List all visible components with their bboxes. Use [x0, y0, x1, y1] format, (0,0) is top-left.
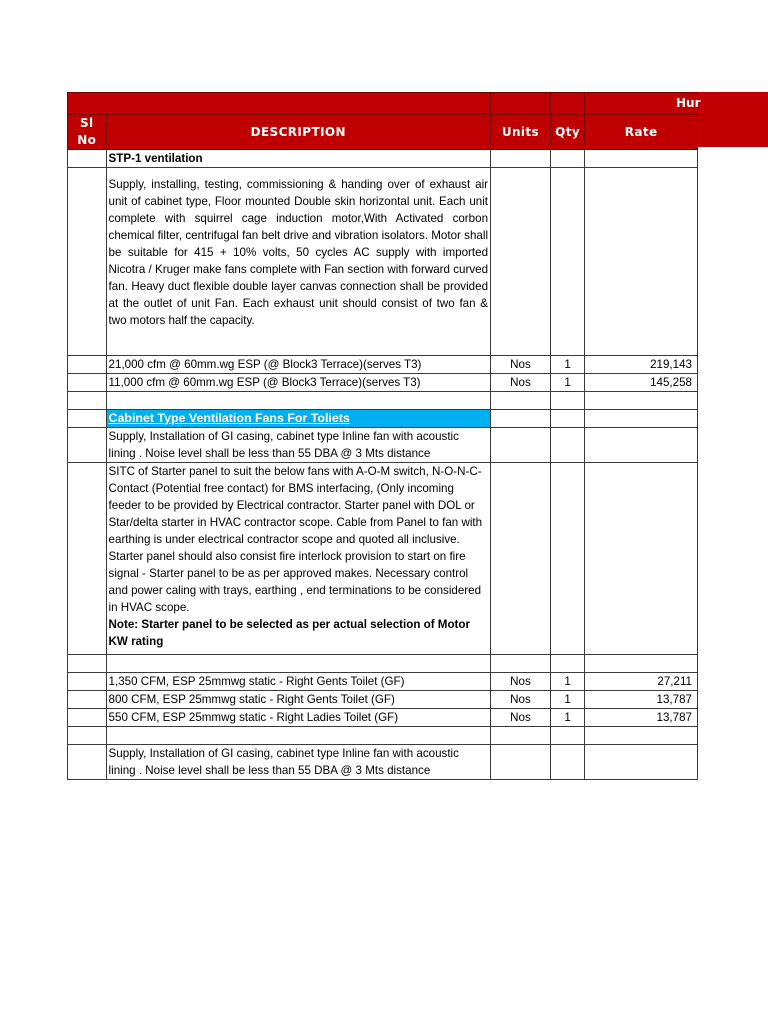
item-units[interactable]: Nos [491, 673, 551, 691]
table-row [68, 673, 698, 691]
final-fan-description[interactable]: Supply, Installation of GI casing, cabinet type Inline fan with acoustic lining . Noise level shall be less than 55 DBA @ 3 Mts distance [106, 745, 490, 780]
item-qty[interactable]: 1 [550, 356, 584, 374]
table-row [68, 709, 698, 727]
table-row [68, 392, 698, 410]
description-header[interactable]: DESCRIPTION [106, 115, 490, 150]
item-rate[interactable]: 27,211 [585, 673, 698, 691]
item-qty[interactable]: 1 [550, 673, 584, 691]
item-qty[interactable]: 1 [550, 709, 584, 727]
table-row [68, 655, 698, 673]
item-qty[interactable]: 1 [550, 691, 584, 709]
starter-panel-description[interactable] [106, 463, 490, 655]
table-row [68, 745, 698, 780]
table-row [68, 463, 698, 655]
table-row [68, 691, 698, 709]
item-units[interactable]: Nos [491, 356, 551, 374]
table-row [68, 410, 698, 428]
item-units[interactable]: Nos [491, 691, 551, 709]
cabinet-fan-description[interactable]: Supply, Installation of GI casing, cabinet type Inline fan with acoustic lining . Noise level shall be less than 55 DBA @ 3 Mts distance [106, 428, 490, 463]
table-row [68, 356, 698, 374]
units-header[interactable]: Units [491, 115, 551, 150]
exhaust-unit-description[interactable]: Supply, installing, testing, commissioning & handing over of exhaust air unit of cabinet type, Floor mounted Double skin horizontal unit. Each unit complete with squirrel cage induction motor,With Activated corbon chemical filter, centrifugal fan belt drive and vibration isolators. Motor shall be suitable for 415 + 10% volts, 50 cycles AC supply with imported Nicotra / Kruger make fans complete with Fan section with forward curved fan. Heavy duct flexible double layer canvas connection shall be provided at the outlet of unit Fan. Each exhaust unit should consist of two fan & two motors half the capacity. [106, 168, 490, 356]
cabinet-section-title[interactable]: Cabinet Type Ventilation Fans For Toliets [106, 410, 490, 428]
sl-no-header[interactable]: Sl No [68, 115, 107, 150]
qty-header[interactable]: Qty [550, 115, 584, 150]
item-rate[interactable]: 145,258 [585, 374, 698, 392]
item-description[interactable]: 800 CFM, ESP 25mmwg static - Right Gents Toilet (GF) [106, 691, 490, 709]
starter-panel-text: SITC of Starter panel to suit the below fans with A-O-M switch, N-O-N-C-Contact (Potential free contact) for BMS interfacing, (Only incoming feeder to be provided by Electrical contractor. Starter panel with DOL or Star/delta starter in HVAC contractor scope. Cable from Panel to fan with earthing is under electrical contractor scope and quoted all inclusive. Starter panel should also consist fire interlock provision to start on fire signal - Starter panel to be as per approved makes. Necessary control and power caling with trays, earthing , end terminations to be considered in HVAC scope. [108, 465, 483, 614]
table-row [68, 428, 698, 463]
boq-table [67, 92, 698, 780]
item-description[interactable]: 1,350 CFM, ESP 25mmwg static - Right Gents Toilet (GF) [106, 673, 490, 691]
item-rate[interactable]: 13,787 [585, 691, 698, 709]
table-row [68, 168, 698, 356]
table-row [68, 150, 698, 168]
header-band-row [68, 93, 698, 115]
item-description[interactable]: 21,000 cfm @ 60mm.wg ESP (@ Block3 Terrace)(serves T3) [106, 356, 490, 374]
item-units[interactable]: Nos [491, 709, 551, 727]
table-row [68, 374, 698, 392]
header-band-extension [698, 92, 768, 147]
item-rate[interactable]: 219,143 [585, 356, 698, 374]
stp-section-title[interactable]: STP-1 ventilation [106, 150, 490, 168]
item-description[interactable]: 11,000 cfm @ 60mm.wg ESP (@ Block3 Terrace)(serves T3) [106, 374, 490, 392]
header-band-text: Hur [676, 96, 701, 110]
table-row [68, 727, 698, 745]
starter-panel-note: Note: Starter panel to be selected as per actual selection of Motor KW rating [108, 618, 470, 648]
column-header-row [68, 115, 698, 150]
item-rate[interactable]: 13,787 [585, 709, 698, 727]
item-units[interactable]: Nos [491, 374, 551, 392]
item-description[interactable]: 550 CFM, ESP 25mmwg static - Right Ladies Toilet (GF) [106, 709, 490, 727]
item-qty[interactable]: 1 [550, 374, 584, 392]
rate-header[interactable]: Rate [585, 115, 698, 150]
